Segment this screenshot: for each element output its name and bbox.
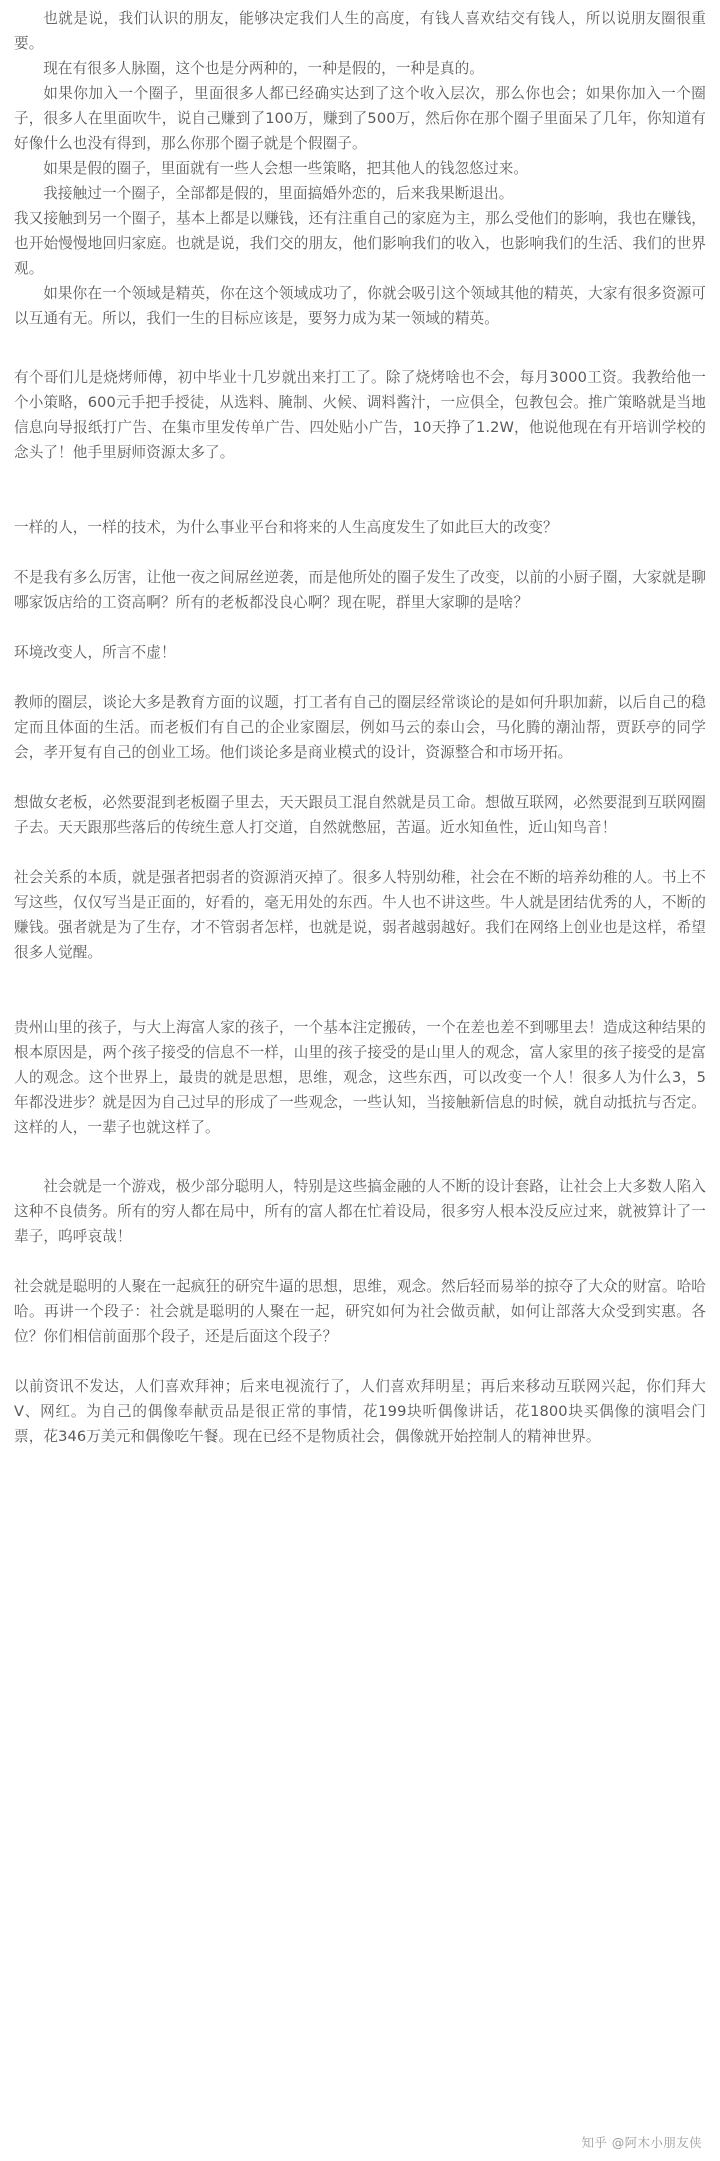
paragraph: 教师的圈层，谈论大多是教育方面的议题，打工者有自己的圈层经常谈论的是如何升职加薪，以后自己的稳定而且体面的生活。而老板们有自己的企业家圈层，例如马云的泰山会，马化腾的潮汕帮，贾跃亭的同学会，孝开复有自己的创业工场。他们谈论多是商业模式的设计，资源整合和市场开拓。: [14, 694, 706, 761]
paragraph-spacer: [14, 615, 706, 640]
paragraph-spacer: [14, 665, 706, 690]
paragraph: 如果是假的圈子，里面就有一些人会想一些策略，把其他人的钱忽悠过来。: [43, 160, 529, 177]
paragraph: 有个哥们儿是烧烤师傅，初中毕业十几岁就出来打工了。除了烧烤啥也不会，每月3000工资。我教给他一个小策略，600元手把手授徒，从选料、腌制、火候、调料酱汁，一应俱全，包教包会。推广策略就是当地信息向导报纸打广告、在集市里发传单广告、四处贴小广告，10天挣了1.2W，他说他现在有开培训学校的念头了！他手里厨师资源太多了。: [14, 369, 706, 461]
paragraph-spacer: [14, 331, 706, 365]
paragraph: 贵州山里的孩子，与大上海富人家的孩子，一个基本注定搬砖，一个在差也差不到哪里去！造成这种结果的根本原因是，两个孩子接受的信息不一样，山里的孩子接受的是山里人的观念，富人家里的孩子接受的是富人的观念。这个世界上，最贵的就是思想，思维，观念，这些东西，可以改变一个人！很多人为什么3，5 年都没进步？就是因为自己过早的形成了一些观念，一些认知，当接触新信息的时候，就自动抵抗与否定。这样的人，一辈子也就这样了。: [14, 1019, 706, 1136]
paragraph-spacer: [14, 1349, 706, 1374]
watermark: 知乎 @阿木小朋友侠: [581, 2135, 702, 2150]
paragraph: 我又接触到另一个圈子，基本上都是以赚钱，还有注重自己的家庭为主，那么受他们的影响，我也在赚钱，也开始慢慢地回归家庭。也就是说，我们交的朋友，他们影响我们的收入，也影响我们的生活、我们的世界观。: [14, 210, 706, 277]
paragraph: 我接触过一个圈子，全部都是假的，里面搞婚外恋的，后来我果断退出。: [43, 185, 514, 202]
paragraph-spacer: [14, 540, 706, 565]
paragraph: 社会关系的本质，就是强者把弱者的资源消灭掉了。很多人特别幼稚，社会在不断的培养幼稚的人。书上不写这些，仅仅写当是正面的，好看的，毫无用处的东西。牛人也不讲这些。牛人就是团结优秀的人，不断的赚钱。强者就是为了生存，才不管弱者怎样，也就是说，弱者越弱越好。我们在网络上创业也是这样，希望很多人觉醒。: [14, 869, 706, 961]
paragraph-spacer: [14, 1140, 706, 1174]
paragraph: 社会就是一个游戏，极少部分聪明人，特别是这些搞金融的人不断的设计套路，让社会上大多数人陷入这种不良债务。所有的穷人都在局中，所有的富人都在忙着设局，很多穷人根本没反应过来，就被算计了一辈子，呜呼哀哉！: [14, 1178, 706, 1245]
article-body: [14, 0, 706, 1449]
paragraph-spacer: [14, 465, 706, 515]
paragraph: 不是我有多么厉害，让他一夜之间屌丝逆袭，而是他所处的圈子发生了改变，以前的小厨子圈，大家就是聊哪家饭店给的工资高啊？所有的老板都没良心啊？现在呢，群里大家聊的是啥？: [14, 569, 706, 611]
paragraph-spacer: [14, 765, 706, 790]
paragraph: 一样的人，一样的技术，为什么事业平台和将来的人生高度发生了如此巨大的改变？: [14, 519, 558, 536]
paragraph: 以前资讯不发达，人们喜欢拜神；后来电视流行了，人们喜欢拜明星；再后来移动互联网兴起，你们拜大V、网红。为自己的偶像奉献贡品是很正常的事情，花199块听偶像讲话，花1800块买偶像的演唱会门票，花346万美元和偶像吃午餐。现在已经不是物质社会，偶像就开始控制人的精神世界。: [14, 1378, 706, 1445]
paragraph: 社会就是聪明的人聚在一起疯狂的研究牛逼的思想，思维，观念。然后轻而易举的掠夺了大众的财富。哈哈哈。再讲一个段子：社会就是聪明的人聚在一起，研究如何为社会做贡献，如何让部落大众受到实惠。各位？你们相信前面那个段子，还是后面这个段子？: [14, 1278, 706, 1345]
paragraph: 想做女老板，必然要混到老板圈子里去，天天跟员工混自然就是员工命。想做互联网，必然要混到互联网圈子去。天天跟那些落后的传统生意人打交道，自然就憋屈，苦逼。近水知鱼性，近山知鸟音！: [14, 794, 706, 836]
paragraph: 环境改变人，所言不虚！: [14, 644, 176, 661]
paragraph: 如果你在一个领域是精英，你在这个领域成功了，你就会吸引这个领域其他的精英，大家有很多资源可以互通有无。所以，我们一生的目标应该是，要努力成为某一领域的精英。: [14, 285, 706, 327]
paragraph: 现在有很多人脉圈，这个也是分两种的，一种是假的，一种是真的。: [43, 60, 485, 77]
paragraph: 也就是说，我们认识的朋友，能够决定我们人生的高度，有钱人喜欢结交有钱人，所以说朋友圈很重要。: [14, 10, 706, 52]
paragraph-spacer: [14, 1249, 706, 1274]
paragraph-spacer: [14, 840, 706, 865]
paragraph: 如果你加入一个圈子，里面很多人都已经确实达到了这个收入层次，那么你也会；如果你加入一个圈子，很多人在里面吹牛，说自己赚到了100万，赚到了500万，然后你在那个圈子里面呆了几年，你知道有好像什么也没有得到，那么你那个圈子就是个假圈子。: [14, 85, 706, 152]
paragraph-spacer: [14, 965, 706, 1015]
